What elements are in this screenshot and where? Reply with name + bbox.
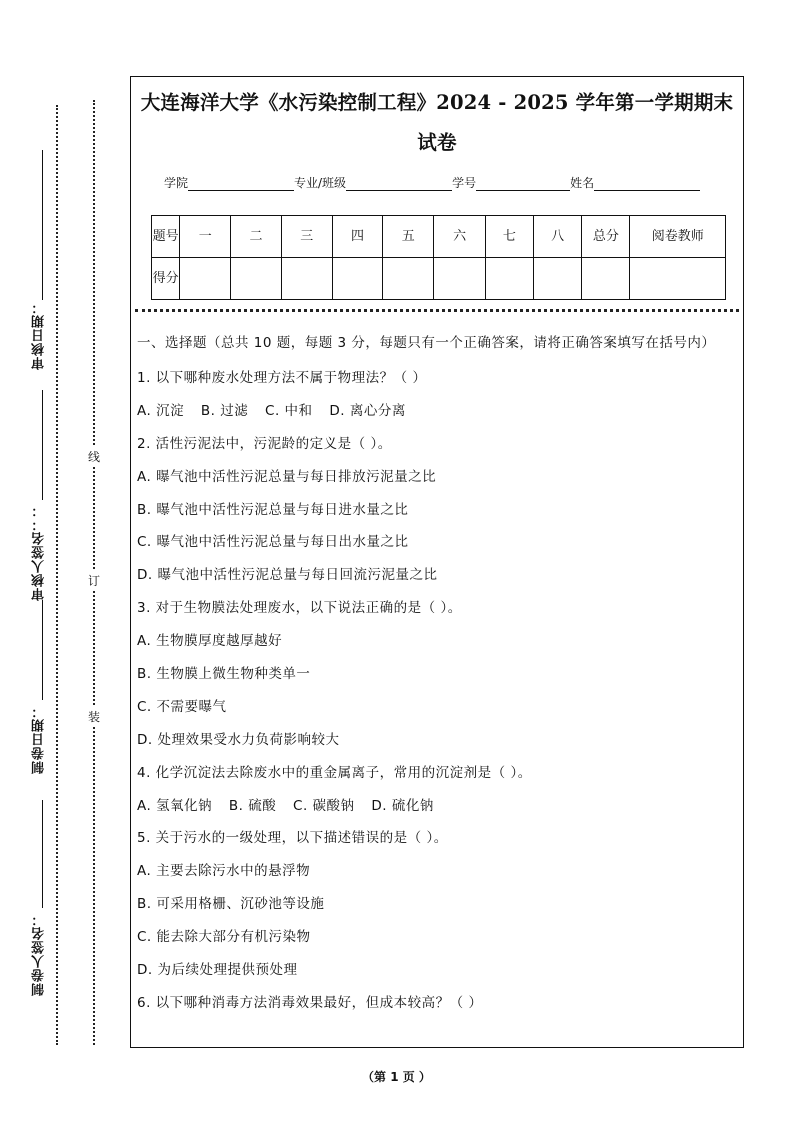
section-1-heading: 一、选择题（总共 10 题，每题 3 分，每题只有一个正确答案，请将正确答案填写在括号内） bbox=[137, 335, 716, 351]
question-2-stem: 2. 活性污泥法中，污泥龄的定义是（ ）。 bbox=[137, 435, 392, 452]
score-cell[interactable] bbox=[180, 258, 231, 300]
major-field[interactable] bbox=[346, 176, 452, 191]
college-label: 学院 bbox=[164, 176, 189, 190]
review-date-label: 审核日期： bbox=[32, 300, 47, 370]
section-1 bbox=[137, 332, 735, 1020]
score-table-header-row bbox=[152, 216, 726, 258]
option[interactable]: D. 硫化钠 bbox=[371, 797, 434, 814]
col-3: 三 bbox=[281, 216, 332, 258]
option[interactable]: C. 曝气池中活性污泥总量与每日出水量之比 bbox=[137, 534, 409, 551]
review-date-underline bbox=[42, 150, 43, 300]
option[interactable]: C. 不需要曝气 bbox=[137, 698, 227, 715]
reviewer-sign-underline bbox=[42, 390, 43, 500]
student-info-row bbox=[164, 174, 700, 191]
score-cell[interactable] bbox=[533, 258, 581, 300]
question-1-options bbox=[137, 395, 735, 428]
binding-mark-zhuang: 装 bbox=[88, 706, 100, 727]
score-cell[interactable] bbox=[231, 258, 281, 300]
exam-title-line2: 试卷 bbox=[417, 131, 457, 154]
binding-mark-xian: 线 bbox=[88, 446, 100, 467]
question-4-options bbox=[137, 790, 735, 823]
score-cell[interactable] bbox=[383, 258, 434, 300]
question-4-stem: 4. 化学沉淀法去除废水中的重金属离子，常用的沉淀剂是（ ）。 bbox=[137, 764, 532, 781]
score-table bbox=[151, 215, 726, 300]
reviewer-sign-label: 审核人签名：： bbox=[32, 503, 47, 601]
option[interactable]: C. 能去除大部分有机污染物 bbox=[137, 929, 311, 946]
major-label: 专业/班级 bbox=[294, 176, 347, 190]
option[interactable]: A. 沉淀 bbox=[137, 402, 185, 419]
make-date-label: 制卷日期： bbox=[32, 704, 47, 774]
section-divider bbox=[135, 309, 739, 312]
question-6-stem: 6. 以下哪种消毒方法消毒效果最好，但成本较高？（ ） bbox=[137, 994, 483, 1011]
col-teacher: 阅卷教师 bbox=[630, 216, 726, 258]
score-table-score-row bbox=[152, 258, 726, 300]
col-5: 五 bbox=[383, 216, 434, 258]
option[interactable]: B. 硫酸 bbox=[228, 797, 277, 814]
option[interactable]: C. 中和 bbox=[265, 402, 313, 419]
exam-frame bbox=[130, 76, 744, 1048]
maker-sign-underline bbox=[42, 800, 43, 908]
col-total: 总分 bbox=[582, 216, 630, 258]
col-6: 六 bbox=[434, 216, 485, 258]
name-field[interactable] bbox=[594, 176, 700, 191]
score-cell-total[interactable] bbox=[582, 258, 630, 300]
name-label: 姓名 bbox=[570, 176, 595, 190]
option[interactable]: C. 碳酸钠 bbox=[293, 797, 355, 814]
question-1-stem: 1. 以下哪种废水处理方法不属于物理法？（ ） bbox=[137, 370, 427, 386]
option[interactable]: D. 处理效果受水力负荷影响较大 bbox=[137, 731, 340, 748]
option[interactable]: A. 主要去除污水中的悬浮物 bbox=[137, 863, 311, 880]
col-1: 一 bbox=[180, 216, 231, 258]
question-number-head: 题号 bbox=[152, 216, 180, 258]
binding-mark-ding: 订 bbox=[88, 570, 100, 591]
margin-dotted-line-left bbox=[56, 105, 58, 1045]
option[interactable]: A. 氢氧化钠 bbox=[137, 797, 213, 814]
exam-title-line1: 大连海洋大学《水污染控制工程》2024 - 2025 学年第一学期期末 bbox=[140, 91, 734, 114]
col-4: 四 bbox=[332, 216, 382, 258]
student-id-field[interactable] bbox=[476, 176, 570, 191]
college-field[interactable] bbox=[188, 176, 294, 191]
option[interactable]: A. 生物膜厚度越厚越好 bbox=[137, 633, 283, 650]
option[interactable]: B. 过滤 bbox=[200, 402, 249, 419]
option[interactable]: D. 离心分离 bbox=[329, 402, 406, 419]
score-cell-teacher[interactable] bbox=[630, 258, 726, 300]
col-8: 八 bbox=[533, 216, 581, 258]
col-2: 二 bbox=[231, 216, 281, 258]
option[interactable]: B. 生物膜上微生物种类单一 bbox=[137, 666, 311, 683]
score-cell[interactable] bbox=[281, 258, 332, 300]
page-number: （第 1 页 ） bbox=[362, 1070, 431, 1084]
col-7: 七 bbox=[485, 216, 533, 258]
maker-sign-label: 制卷人签名： bbox=[32, 912, 47, 996]
score-cell[interactable] bbox=[485, 258, 533, 300]
student-id-label: 学号 bbox=[452, 176, 477, 190]
score-cell[interactable] bbox=[332, 258, 382, 300]
option[interactable]: A. 曝气池中活性污泥总量与每日排放污泥量之比 bbox=[137, 468, 437, 485]
option[interactable]: D. 曝气池中活性污泥总量与每日回流污泥量之比 bbox=[137, 567, 438, 584]
option[interactable]: B. 曝气池中活性污泥总量与每日进水量之比 bbox=[137, 501, 409, 518]
make-date-underline bbox=[42, 600, 43, 700]
score-head: 得分 bbox=[152, 258, 180, 300]
option[interactable]: D. 为后续处理提供预处理 bbox=[137, 962, 298, 979]
question-5-stem: 5. 关于污水的一级处理，以下描述错误的是（ ）。 bbox=[137, 830, 448, 847]
option[interactable]: B. 可采用格栅、沉砂池等设施 bbox=[137, 896, 325, 913]
score-cell[interactable] bbox=[434, 258, 485, 300]
question-3-stem: 3. 对于生物膜法处理废水，以下说法正确的是（ ）。 bbox=[137, 600, 462, 617]
